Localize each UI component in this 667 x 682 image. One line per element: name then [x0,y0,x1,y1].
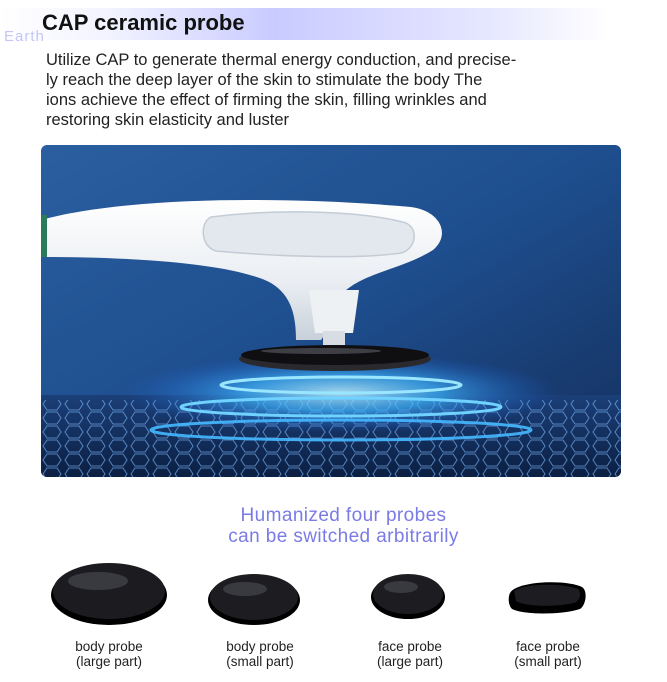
probe-label-name: body probe [75,639,143,654]
description-line: ions achieve the effect of firming the skin, filling wrinkles and [46,91,487,109]
probe-list [0,555,667,675]
description-line: ly reach the deep layer of the skin to stimulate the body The [46,71,483,89]
description-paragraph [46,50,576,130]
probe-label [478,639,618,669]
probe-label-part: (small part) [514,654,582,669]
ghost-watermark-text: Earth [4,28,45,45]
headline-line-2: can be switched arbitrarily [228,526,459,547]
face-probe-small-image [506,579,588,615]
probe-label-name: body probe [226,639,294,654]
probes-headline [0,505,667,547]
body-probe-large-image [48,557,170,627]
probe-label-part: (small part) [226,654,294,669]
description-line: restoring skin elasticity and luster [46,111,290,129]
page-title: CAP ceramic probe [42,10,245,35]
headline-line-1: Humanized four probes [240,505,447,526]
body-probe-small-image [205,569,303,627]
probe-label [39,639,179,669]
probe-label-part: (large part) [75,654,143,669]
product-photo [41,145,621,477]
face-probe-large-image [368,569,448,621]
probe-label-name: face probe [516,639,580,654]
probe-label-part: (large part) [376,654,444,669]
probe-label [340,639,480,669]
description-line: Utilize CAP to generate thermal energy conduction, and precise- [46,51,517,69]
probe-label-name: face probe [378,639,442,654]
probe-label [190,639,330,669]
